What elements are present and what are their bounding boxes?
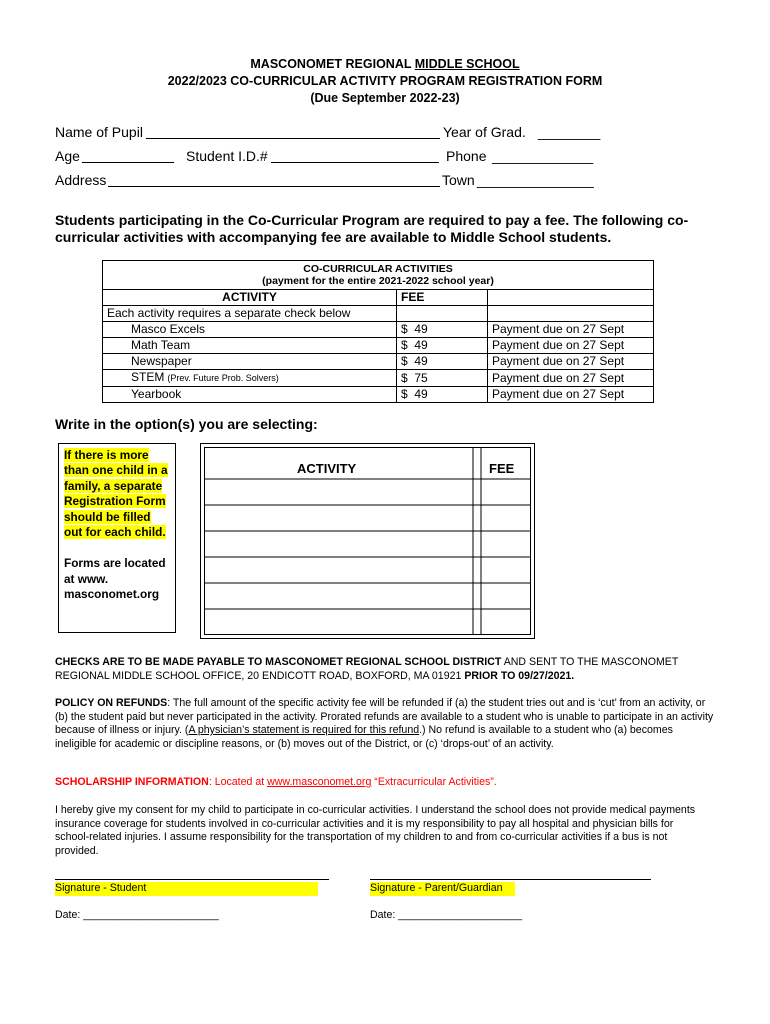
- town-field[interactable]: _______________: [477, 172, 594, 188]
- selection-row-4-activity[interactable]: [206, 559, 472, 582]
- activity-row: [103, 370, 654, 387]
- selection-row-1-fee[interactable]: [482, 481, 529, 504]
- town-label: Town: [442, 172, 475, 188]
- options-heading: Write in the option(s) you are selecting:: [55, 416, 318, 432]
- selection-row-5-activity[interactable]: [206, 585, 472, 608]
- checks-instructions: [55, 656, 715, 683]
- intro-line-2: curricular activities with accompanying fee are available to Middle School students.: [55, 229, 612, 245]
- family-note: [58, 443, 176, 633]
- address-field[interactable]: [108, 186, 440, 187]
- selection-row-5-fee[interactable]: [482, 585, 529, 608]
- activity-name: STEM: [131, 370, 165, 384]
- parent-signature-label: Signature - Parent/Guardian: [370, 882, 515, 896]
- activity-due: Payment due on 27 Sept: [488, 370, 654, 387]
- scholarship-label: SCHOLARSHIP INFORMATION: [55, 776, 209, 788]
- parent-date[interactable]: Date: _____________________: [370, 909, 522, 921]
- col-activity-header: ACTIVITY: [103, 290, 397, 306]
- scholarship-link[interactable]: www.masconomet.org: [267, 776, 372, 788]
- selection-row-3-activity[interactable]: [206, 533, 472, 556]
- student-signature-line[interactable]: [55, 879, 329, 880]
- name-field[interactable]: [146, 138, 440, 139]
- selection-row-6-activity[interactable]: [206, 611, 472, 633]
- selection-col-activity: ACTIVITY: [297, 461, 357, 476]
- age-field[interactable]: [82, 162, 174, 163]
- school-name: [0, 57, 770, 71]
- due-date: (Due September 2022-23): [310, 91, 460, 105]
- forms-location-note: Forms are located at www. masconomet.org: [64, 556, 166, 602]
- student-signature-label: Signature - Student: [55, 882, 318, 896]
- school-name-prefix: MASCONOMET REGIONAL: [250, 57, 415, 71]
- activity-note: Each activity requires a separate check below: [103, 306, 397, 322]
- activity-fee: $ 75: [397, 370, 488, 387]
- refund-policy-text-2: .) No refund is available to a student who (a) becomes ineligible for academic or discipline reasons, or (b) moves out of the District, or (c) ‘drops-out’ of an activity.: [55, 724, 673, 750]
- col-fee-header: FEE: [397, 290, 488, 306]
- checks-mail-to: AND SENT TO THE MASCONOMET REGIONAL MIDDLE SCHOOL OFFICE, 20 ENDICOTT ROAD, BOXFORD, MA 01921: [55, 656, 679, 682]
- selection-col-fee: FEE: [489, 461, 515, 476]
- activity-name: Masco Excels: [131, 322, 206, 336]
- scholarship-info: [55, 776, 497, 790]
- form-title: 2022/2023 CO-CURRICULAR ACTIVITY PROGRAM REGISTRATION FORM: [167, 74, 603, 88]
- consent-statement: I hereby give my consent for my child to participate in co-curricular activities. I understand the school does not provide medical payments insurance coverage for students involved in co-curricular activities and it is my responsibility to pay all hospital and physician bills for school-related injuries. I assume responsibility for the transportation of my children to and from co-curricular activities if a bus is not provided.: [55, 804, 696, 857]
- selection-row-2-activity[interactable]: [206, 507, 472, 530]
- selection-row-4-fee[interactable]: [482, 559, 529, 582]
- intro-line-1: Students participating in the Co-Curricular Program are required to pay a fee. The following co-: [55, 212, 689, 228]
- activities-table-title: [103, 261, 654, 290]
- activity-name: Newspaper: [131, 354, 192, 368]
- scholarship-text: : Located at: [208, 776, 268, 788]
- phone-label: Phone: [446, 148, 487, 164]
- activity-row: [103, 322, 654, 338]
- name-label: Name of Pupil: [55, 124, 143, 140]
- activity-fee: $ 49: [397, 322, 488, 338]
- age-label: Age: [55, 148, 80, 164]
- activity-name: Yearbook: [131, 387, 182, 401]
- activity-row: [103, 387, 654, 403]
- selection-row-2-fee[interactable]: [482, 507, 529, 530]
- refund-policy: [55, 697, 717, 751]
- checks-deadline: PRIOR TO 09/27/2021.: [464, 669, 575, 682]
- refund-policy-text-1: : The full amount of the specific activity fee will be refunded if (a) the student tries out and is ‘cut’ from an activity, or (b) the student paid but never participated in the activity. Prorated refunds are available to a student who is unable to participate in an activity because of illness or injury. (: [55, 697, 714, 737]
- activity-fee: $ 49: [397, 387, 488, 403]
- activity-due: Payment due on 27 Sept: [488, 338, 654, 354]
- student-id-field[interactable]: [271, 162, 439, 163]
- selection-row-1-activity[interactable]: [206, 481, 472, 504]
- student-id-label: Student I.D.#: [186, 148, 268, 164]
- activity-due: Payment due on 27 Sept: [488, 322, 654, 338]
- col-due-header: [488, 290, 654, 306]
- activity-due: Payment due on 27 Sept: [488, 387, 654, 403]
- activities-table: [102, 260, 654, 403]
- parent-signature-line[interactable]: [370, 879, 651, 880]
- selection-row-6-fee[interactable]: [482, 611, 529, 633]
- activity-subtitle: (Prev. Future Prob. Solvers): [167, 373, 279, 383]
- checks-payable-to: CHECKS ARE TO BE MADE PAYABLE TO MASCONOMET REGIONAL SCHOOL DISTRICT: [55, 656, 502, 668]
- activity-fee: $ 49: [397, 354, 488, 370]
- activity-row: [103, 338, 654, 354]
- scholarship-tail: “Extracurricular Activities”.: [371, 776, 497, 788]
- grad-label: Year of Grad.: [443, 124, 526, 140]
- activity-due: Payment due on 27 Sept: [488, 354, 654, 370]
- address-label: Address: [55, 172, 107, 188]
- refund-policy-label: POLICY ON REFUNDS: [55, 697, 168, 709]
- activities-table-subtitle: (payment for the entire 2021-2022 school year): [262, 275, 494, 287]
- activities-table-title-text: CO-CURRICULAR ACTIVITIES: [303, 263, 453, 275]
- student-date[interactable]: Date: _______________________: [55, 909, 219, 921]
- family-note-highlight: If there is more than one child in a family, a separate Registration Form should be filled out for each child.: [64, 448, 168, 540]
- selection-table: [200, 443, 535, 639]
- grad-field[interactable]: ________: [538, 124, 601, 140]
- physician-statement-note: A physician’s statement is required for this refund: [188, 724, 420, 737]
- activity-row: [103, 354, 654, 370]
- activity-name: Math Team: [131, 338, 191, 352]
- activity-fee: $ 49: [397, 338, 488, 354]
- selection-row-3-fee[interactable]: [482, 533, 529, 556]
- phone-field[interactable]: _____________: [492, 148, 594, 164]
- school-name-underlined: MIDDLE SCHOOL: [414, 57, 520, 71]
